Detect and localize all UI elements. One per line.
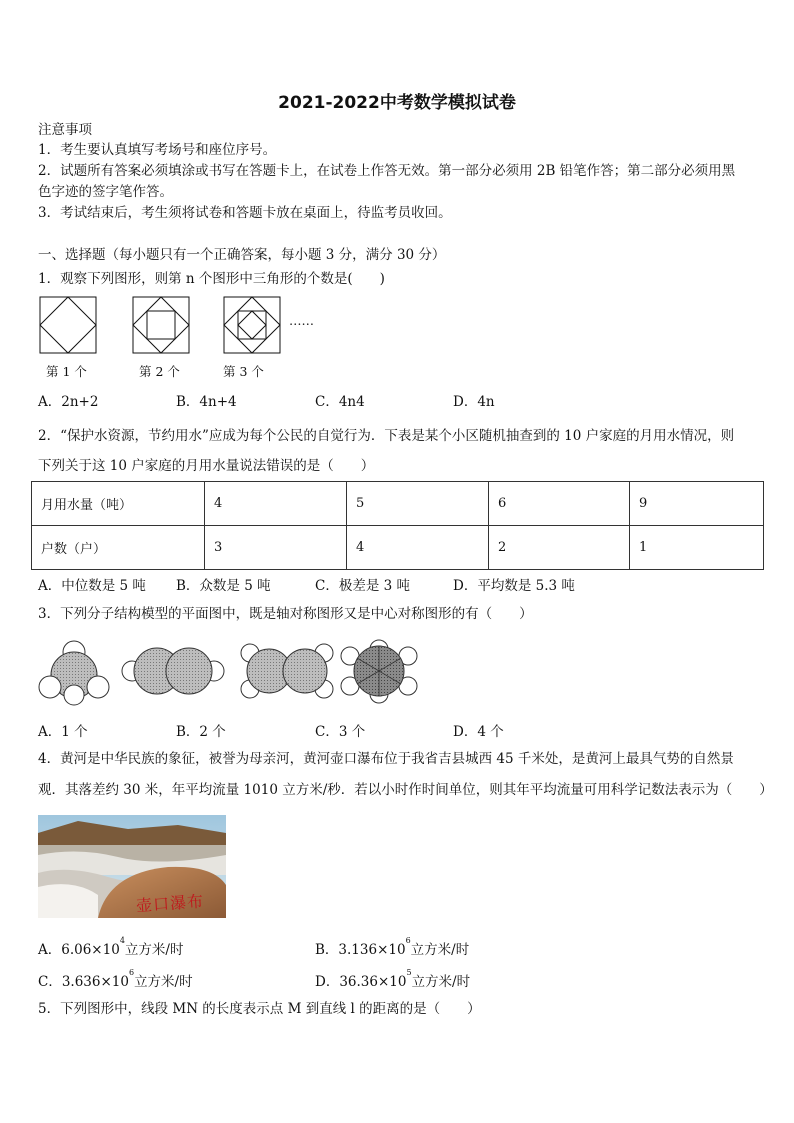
- q2-option-d: D．平均数是 5.3 吨: [453, 578, 575, 594]
- table-cell: 5: [347, 482, 489, 526]
- table-cell: 6: [489, 482, 630, 526]
- table-row: [32, 526, 764, 570]
- option-text: B．3.136×10: [315, 942, 406, 958]
- section-heading: 一、选择题（每小题只有一个正确答案，每小题 3 分，满分 30 分）: [38, 247, 446, 263]
- option-exponent: 6: [128, 968, 135, 977]
- q1-option-c: C．4n4: [315, 394, 365, 410]
- q1-figure-3: [224, 297, 280, 353]
- water-usage-table: [31, 481, 764, 570]
- molecule-2: [122, 648, 224, 694]
- q1-option-d: D．4n: [453, 394, 495, 410]
- q3-option-b: B．2 个: [176, 724, 226, 740]
- option-exponent: 4: [119, 936, 125, 945]
- option-text: C．3.636×10: [38, 974, 129, 990]
- molecule-1: [39, 641, 109, 705]
- q1-figure-1: [40, 297, 96, 353]
- q1-figure-2: [133, 297, 189, 353]
- q5-stem: 5．下列图形中，线段 MN 的长度表示点 M 到直线 l 的距离的是（ ）: [38, 1001, 481, 1017]
- q1-option-b: B．4n+4: [176, 394, 237, 410]
- option-unit: 立方米/时: [411, 974, 471, 990]
- table-cell: 1: [630, 526, 764, 570]
- option-unit: 立方米/时: [134, 974, 193, 990]
- option-unit: 立方米/时: [124, 942, 184, 958]
- table-cell: 户数（户）: [32, 526, 205, 570]
- q2-stem: 2．“保护水资源，节约用水”应成为每个公民的自觉行为．下表是某个小区随机抽查到的 10 户家庭的月用水情况，则: [38, 428, 735, 444]
- q4-stem: 4．黄河是中华民族的象征，被誉为母亲河，黄河壶口瀑布位于我省吉县城西 45 千米处，是黄河上最具气势的自然景: [38, 751, 734, 767]
- waterfall-photo: [38, 815, 226, 918]
- table-cell: 4: [347, 526, 489, 570]
- q3-option-c: C．3 个: [315, 724, 366, 740]
- molecule-4: [341, 640, 417, 703]
- molecule-3: [241, 644, 333, 698]
- q1-ellipsis: ……: [289, 313, 314, 328]
- table-row: [32, 482, 764, 526]
- q3-option-d: D．4 个: [453, 724, 504, 740]
- photo-inscription: 壶口瀑布: [135, 891, 205, 916]
- q4-option-a: [38, 938, 183, 958]
- q2-option-a: A．中位数是 5 吨: [38, 578, 146, 594]
- option-exponent: 5: [406, 968, 412, 977]
- table-cell: 2: [489, 526, 630, 570]
- q4-option-c: [38, 970, 193, 990]
- option-text: A．6.06×10: [38, 942, 120, 958]
- table-cell: 3: [205, 526, 347, 570]
- q1-caption: 第 3 个: [223, 364, 264, 379]
- q2-option-b: B．众数是 5 吨: [176, 578, 271, 594]
- notice-item: 3．考试结束后，考生须将试卷和答题卡放在桌面上，待监考员收回。: [38, 205, 452, 221]
- q4-stem: 观．其落差约 30 米，年平均流量 1010 立方米/秒．若以小时作时间单位，则其年平均流量可用科学记数法表示为（ ）: [38, 782, 773, 798]
- molecule-figures: [36, 638, 428, 706]
- notice-item: 1．考生要认真填写考场号和座位序号。: [38, 142, 277, 158]
- q2-option-c: C．极差是 3 吨: [315, 578, 411, 594]
- table-cell: 4: [205, 482, 347, 526]
- notice-item: 2．试题所有答案必须填涂或书写在答题卡上，在试卷上作答无效。第一部分必须用 2B 铅笔作答；第二部分必须用黑: [38, 163, 736, 179]
- page-title: 2021-2022中考数学模拟试卷: [278, 93, 516, 113]
- q1-caption: 第 2 个: [139, 364, 180, 379]
- option-unit: 立方米/时: [410, 942, 470, 958]
- q1-stem: 1．观察下列图形，则第 n 个图形中三角形的个数是( ): [38, 271, 385, 287]
- q2-stem: 下列关于这 10 户家庭的月用水量说法错误的是（ ）: [38, 458, 375, 474]
- q4-option-d: [315, 970, 470, 990]
- notice-heading: 注意事项: [38, 122, 92, 138]
- q4-option-b: [315, 938, 469, 958]
- q1-caption: 第 1 个: [46, 364, 87, 379]
- table-cell: 9: [630, 482, 764, 526]
- option-exponent: 6: [405, 936, 411, 945]
- q3-stem: 3．下列分子结构模型的平面图中，既是轴对称图形又是中心对称图形的有（ ）: [38, 606, 533, 622]
- q3-option-a: A．1 个: [38, 724, 88, 740]
- q1-option-a: A．2n+2: [38, 394, 99, 410]
- table-cell: 月用水量（吨）: [32, 482, 205, 526]
- option-text: D．36.36×10: [315, 974, 407, 990]
- notice-item: 色字迹的签字笔作答。: [38, 184, 173, 200]
